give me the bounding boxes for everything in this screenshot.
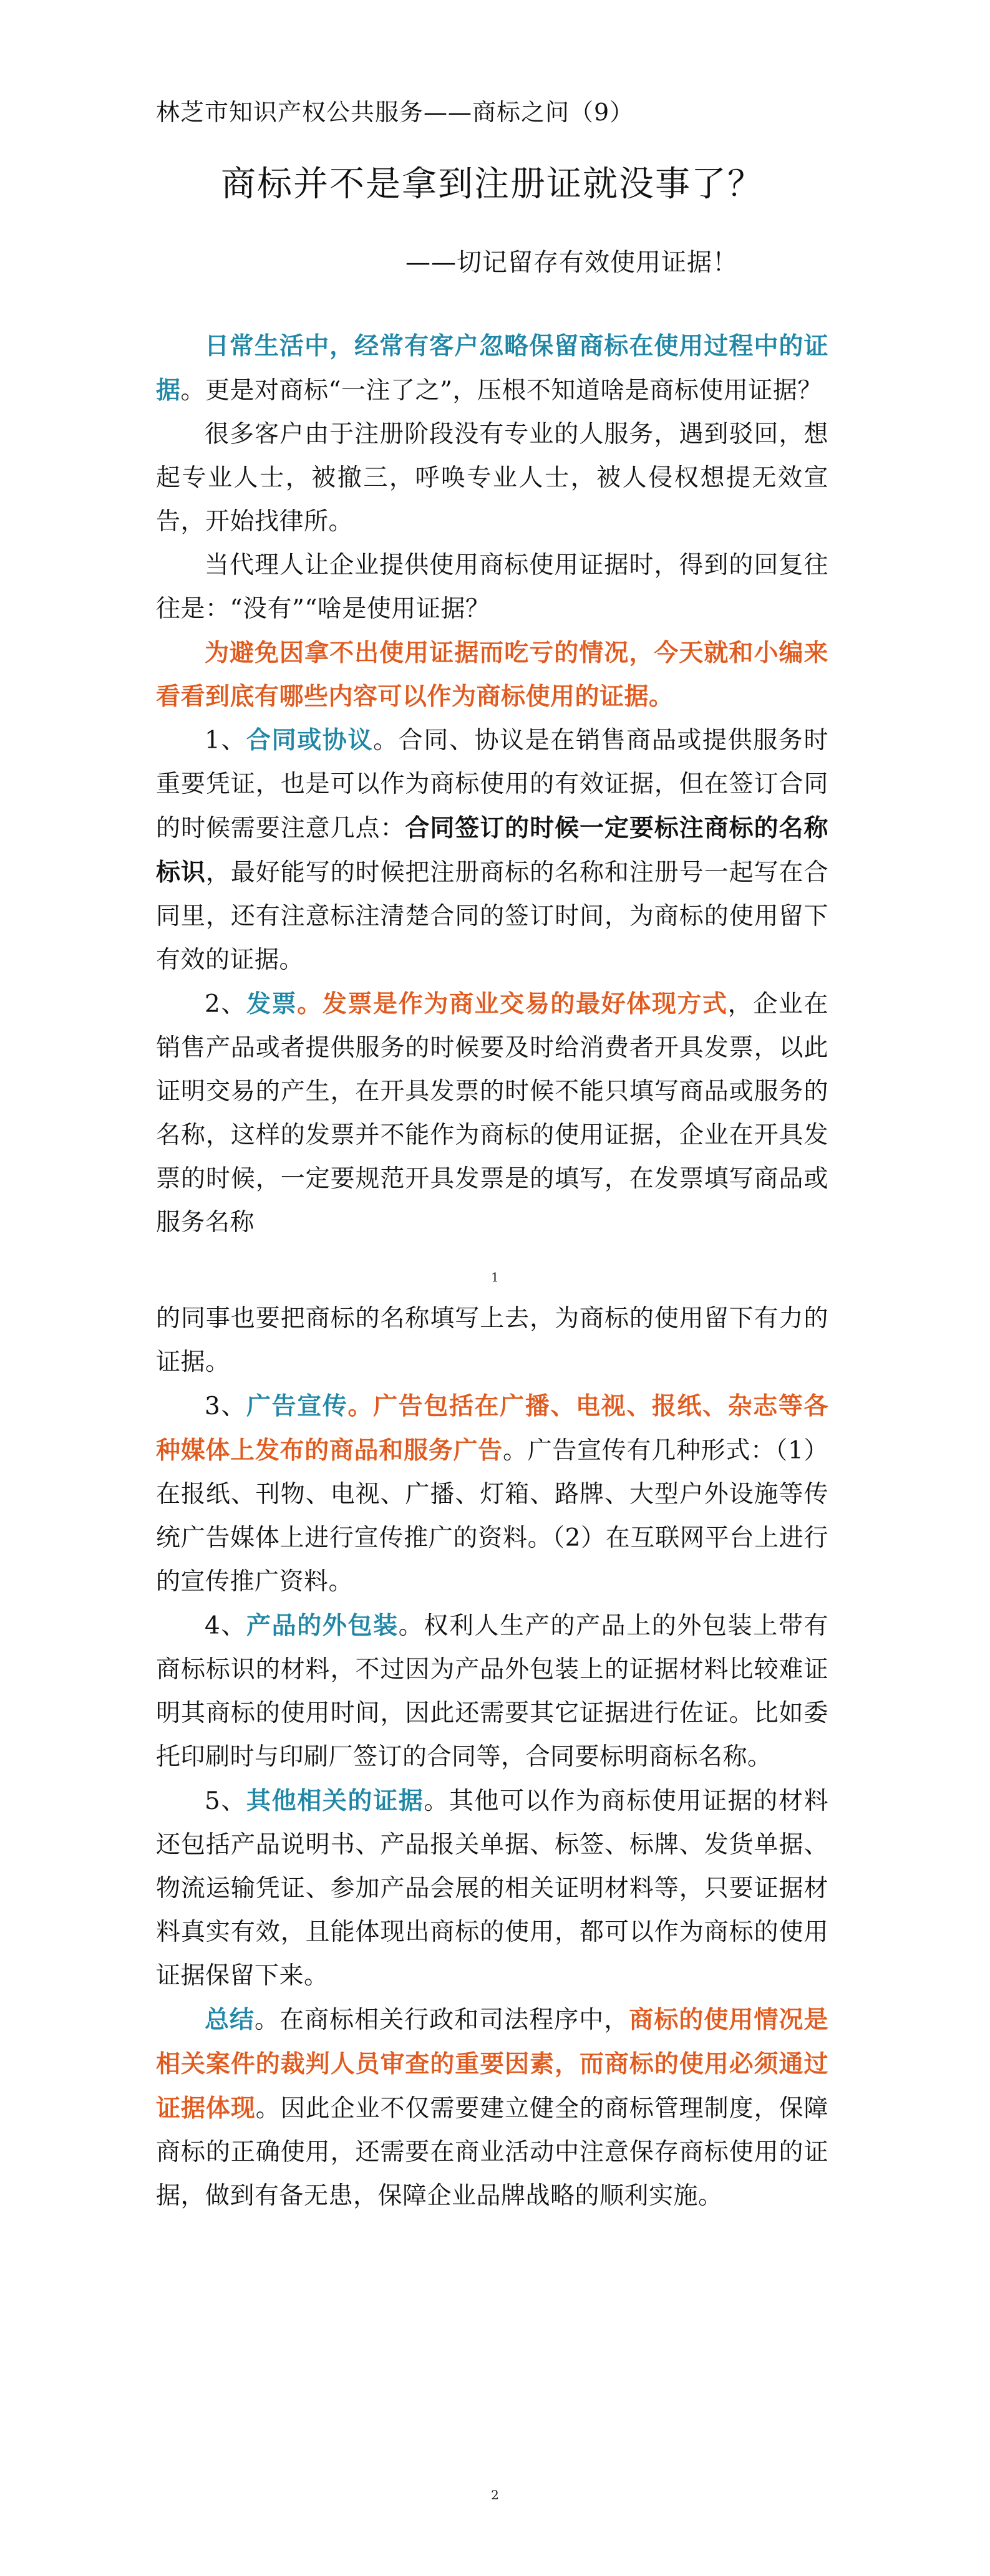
item-text: 。其他可以作为商标使用证据的材料还包括产品说明书、产品报关单据、标签、标牌、发货单据、物流运输凭证、参加产品会展的相关证明材料等，只要证据材料真实有效，且能体现出商标的使用，都可以作为商标的使用证据保留下来。 [156, 1787, 828, 1990]
item-text: 。权利人生产的产品上的外包装上带有商标标识的材料，不过因为产品外包装上的证据材料比较难证明其商标的使用时间，因此还需要其它证据进行佐证。比如委托印刷时与印刷厂签订的合同等，合同要标明商标名称。 [156, 1612, 828, 1771]
article-title: 商标并不是拿到注册证就没事了？ [221, 164, 764, 205]
item-number: 1、 [205, 726, 247, 755]
item-text: ，企业在销售产品或者提供服务的时候要及时给消费者开具发票，以此证明交易的产生，在开具发票的时候不能只填写商品或服务的名称，这样的发票并不能作为商标的使用证据，企业在开具发票的时候，一定要规范开具发票是的填写，在发票填写商品或服务名称 [156, 990, 828, 1237]
item-invoice [156, 982, 828, 1245]
item-number: 5、 [205, 1787, 247, 1815]
item-red-text: 。发票是作为商业交易的最好体现方式 [297, 990, 728, 1018]
item-heading: 其他相关的证据 [246, 1787, 424, 1815]
intro-paragraph-4: 为避免因拿不出使用证据而吃亏的情况，今天就和小编来看看到底有哪些内容可以作为商标使用的证据。 [156, 639, 828, 711]
intro-paragraph-1 [156, 324, 828, 413]
page-2-body [156, 1297, 828, 2218]
summary-text: 。因此企业不仅需要建立健全的商标管理制度，保障商标的正确使用，还需要在商业活动中注意保存商标使用的证据，做到有备无患，保障企业品牌战略的顺利实施。 [156, 2095, 828, 2210]
summary-red-text: 商标的使用情况是相关案件的裁判人员审查的重要因素，而商标的使用必须通过证据体现 [156, 2005, 828, 2123]
item-red-text: 。广告包括在广播、电视、报纸、杂志等各种媒体上发布的商品和服务广告 [156, 1392, 828, 1465]
summary-heading: 总结 [205, 2005, 255, 2034]
summary-paragraph [156, 1998, 828, 2218]
item-text: 。广告宣传有几种形式：（1）在报纸、刊物、电视、广播、灯箱、路牌、大型户外设施等传统广告媒体上进行宣传推广的资料。（2）在互联网平台上进行的宣传推广资料。 [156, 1437, 828, 1596]
item-number: 3、 [205, 1392, 247, 1421]
item-number: 4、 [205, 1612, 247, 1640]
intro-text: 。更是对商标“一注了之”，压根不知道啥是商标使用证据？ [180, 377, 822, 405]
invoice-continued: 的同事也要把商标的名称填写上去，为商标的使用留下有力的证据。 [156, 1305, 828, 1376]
item-packaging [156, 1604, 828, 1779]
item-text: 。合同、协议是在销售商品或提供服务时重要凭证，也是可以作为商标使用的有效证据，但在签订合同的时候需要注意几点： [156, 726, 828, 842]
item-text: ，最好能写的时候把注册商标的名称和注册号一起写在合同里，还有注意标注清楚合同的签订时间，为商标的使用留下有效的证据。 [156, 859, 828, 974]
intro-paragraph-3: 当代理人让企业提供使用商标使用证据时，得到的回复往往是：“没有”“啥是使用证据？ [156, 551, 828, 623]
document-page-2 [0, 1285, 990, 2576]
page-number: 2 [491, 2487, 499, 2502]
item-number: 2、 [205, 990, 247, 1018]
intro-paragraph-2: 很多客户由于注册阶段没有专业的人服务，遇到驳回，想起专业人士，被撤三，呼唤专业人士，被人侵权想提无效宣告，开始找律所。 [156, 420, 828, 536]
item-heading: 产品的外包装 [246, 1611, 399, 1640]
item-heading: 广告宣传 [246, 1392, 348, 1421]
intro-highlight: 日常生活中，经常有客户忽略保留商标在使用过程中的证据 [156, 332, 828, 405]
item-bold-text: 合同签订的时候一定要标注商标的名称标识 [156, 814, 828, 887]
item-heading: 发票 [246, 990, 298, 1018]
page-number: 1 [491, 1270, 499, 1285]
series-header: 林芝市知识产权公共服务——商标之问（9） [156, 99, 634, 126]
article-subtitle: ——切记留存有效使用证据！ [405, 248, 738, 277]
item-advertising [156, 1384, 828, 1604]
item-other-evidence [156, 1779, 828, 1998]
item-contract [156, 718, 828, 982]
page-1-body [156, 324, 828, 1245]
summary-text: 。在商标相关行政和司法程序中， [255, 2006, 629, 2034]
item-heading: 合同或协议 [246, 726, 374, 755]
